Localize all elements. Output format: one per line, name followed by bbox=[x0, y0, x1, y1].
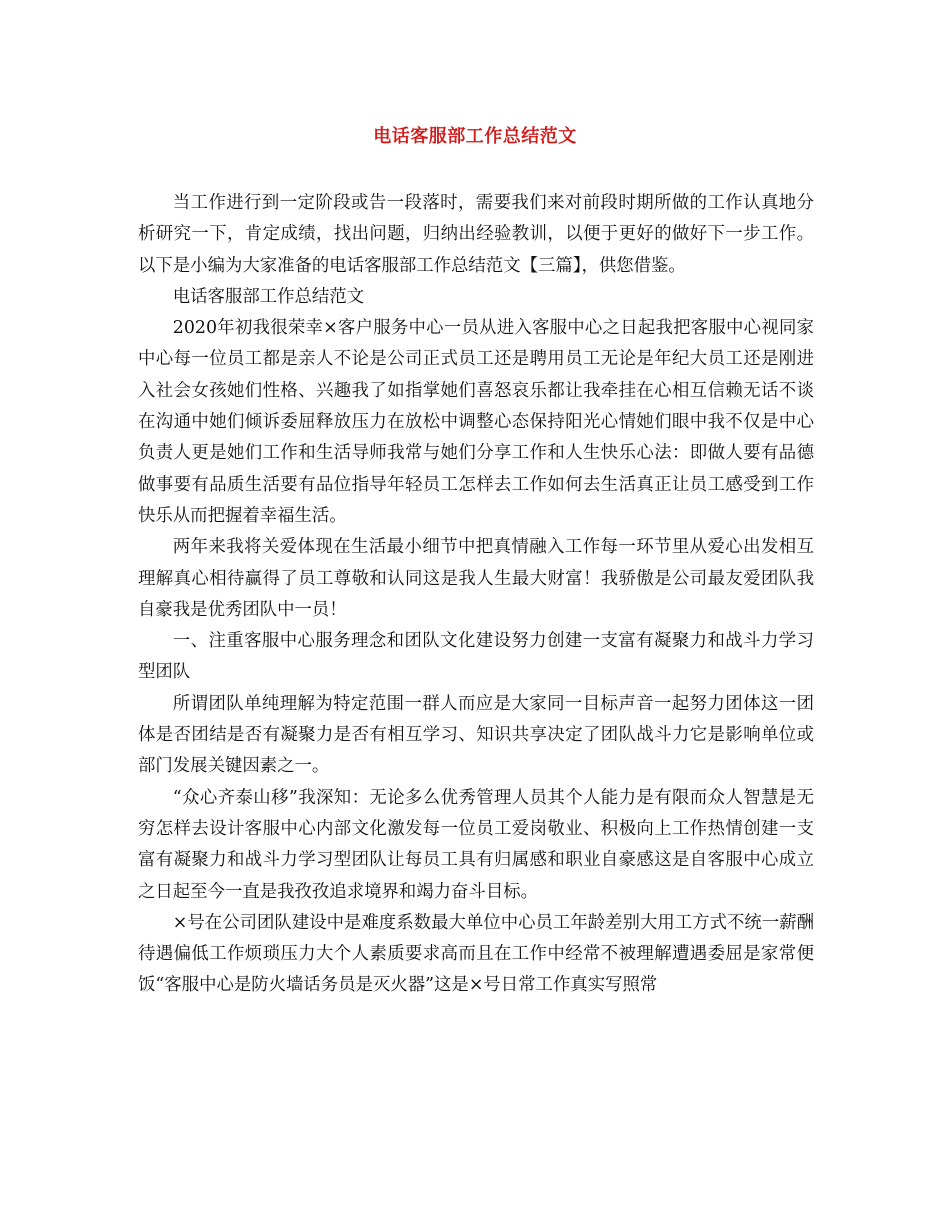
paragraph-intro: 当工作进行到一定阶段或告一段落时，需要我们来对前段时期所做的工作认真地分析研究一下，肯定成绩，找出问题，归纳出经验教训，以便于更好的做好下一步工作。以下是小编为大家准备的电话客服部工作总结范文【三篇】，供您借鉴。 bbox=[138, 193, 814, 276]
paragraph-two-years: 两年来我将关爱体现在生活最小细节中把真情融入工作每一环节里从爱心出发相互理解真心相待赢得了员工尊敬和认同这是我人生最大财富！我骄傲是公司最友爱团队我自豪我是优秀团队中一员！ bbox=[138, 537, 814, 620]
paragraph-team-definition: 所谓团队单纯理解为特定范围一群人而应是大家同一目标声音一起努力团体这一团体是否团结是否有凝聚力是否有相互学习、知识共享决定了团队战斗力它是影响单位或部门发展关键因素之一。 bbox=[138, 693, 814, 777]
document-title: 电话客服部工作总结范文 bbox=[373, 126, 577, 147]
paragraph-team-building: ×号在公司团队建设中是难度系数最大单位中心员工年龄差别大用工方式不统一薪酬待遇偏低工作烦琐压力大个人素质要求高而且在工作中经常不被理解遭遇委屈是家常便饭“客服中心是防火墙话务员是灭火器”这是×号日常工作真实写照常 bbox=[138, 912, 814, 996]
paragraph-2020: 2020年初我很荣幸×客户服务中心一员从进入客服中心之日起我把客服中心视同家中心每一位员工都是亲人不论是公司正式员工还是聘用员工无论是年纪大员工还是刚进入社会女孩她们性格、兴趣我了如指掌她们喜怒哀乐都让我牵挂在心相互信赖无话不谈在沟通中她们倾诉委屈释放压力在放松中调整心态保持阳光心情她们眼中我不仅是中心负责人更是她们工作和生活导师我常与她们分享工作和人生快乐心法：即做人要有品德做事要有品质生活要有品位指导年轻员工怎样去工作如何去生活真正让员工感受到工作快乐从而把握着幸福生活。 bbox=[138, 318, 814, 526]
paragraph-subtitle: 电话客服部工作总结范文 bbox=[172, 286, 365, 307]
section-heading-1: 一、注重客服中心服务理念和团队文化建设努力创建一支富有凝聚力和战斗力学习型团队 bbox=[138, 631, 814, 683]
document-body bbox=[138, 188, 814, 1002]
paragraph-team-culture: “众心齐泰山移”我深知：无论多么优秀管理人员其个人能力是有限而众人智慧是无穷怎样去设计客服中心内部文化激发每一位员工爱岗敬业、积极向上工作热情创建一支富有凝聚力和战斗力学习型团队让每员工具有归属感和职业自豪感这是自客服中心成立之日起至今一直是我孜孜追求境界和竭力奋斗目标。 bbox=[138, 787, 814, 902]
